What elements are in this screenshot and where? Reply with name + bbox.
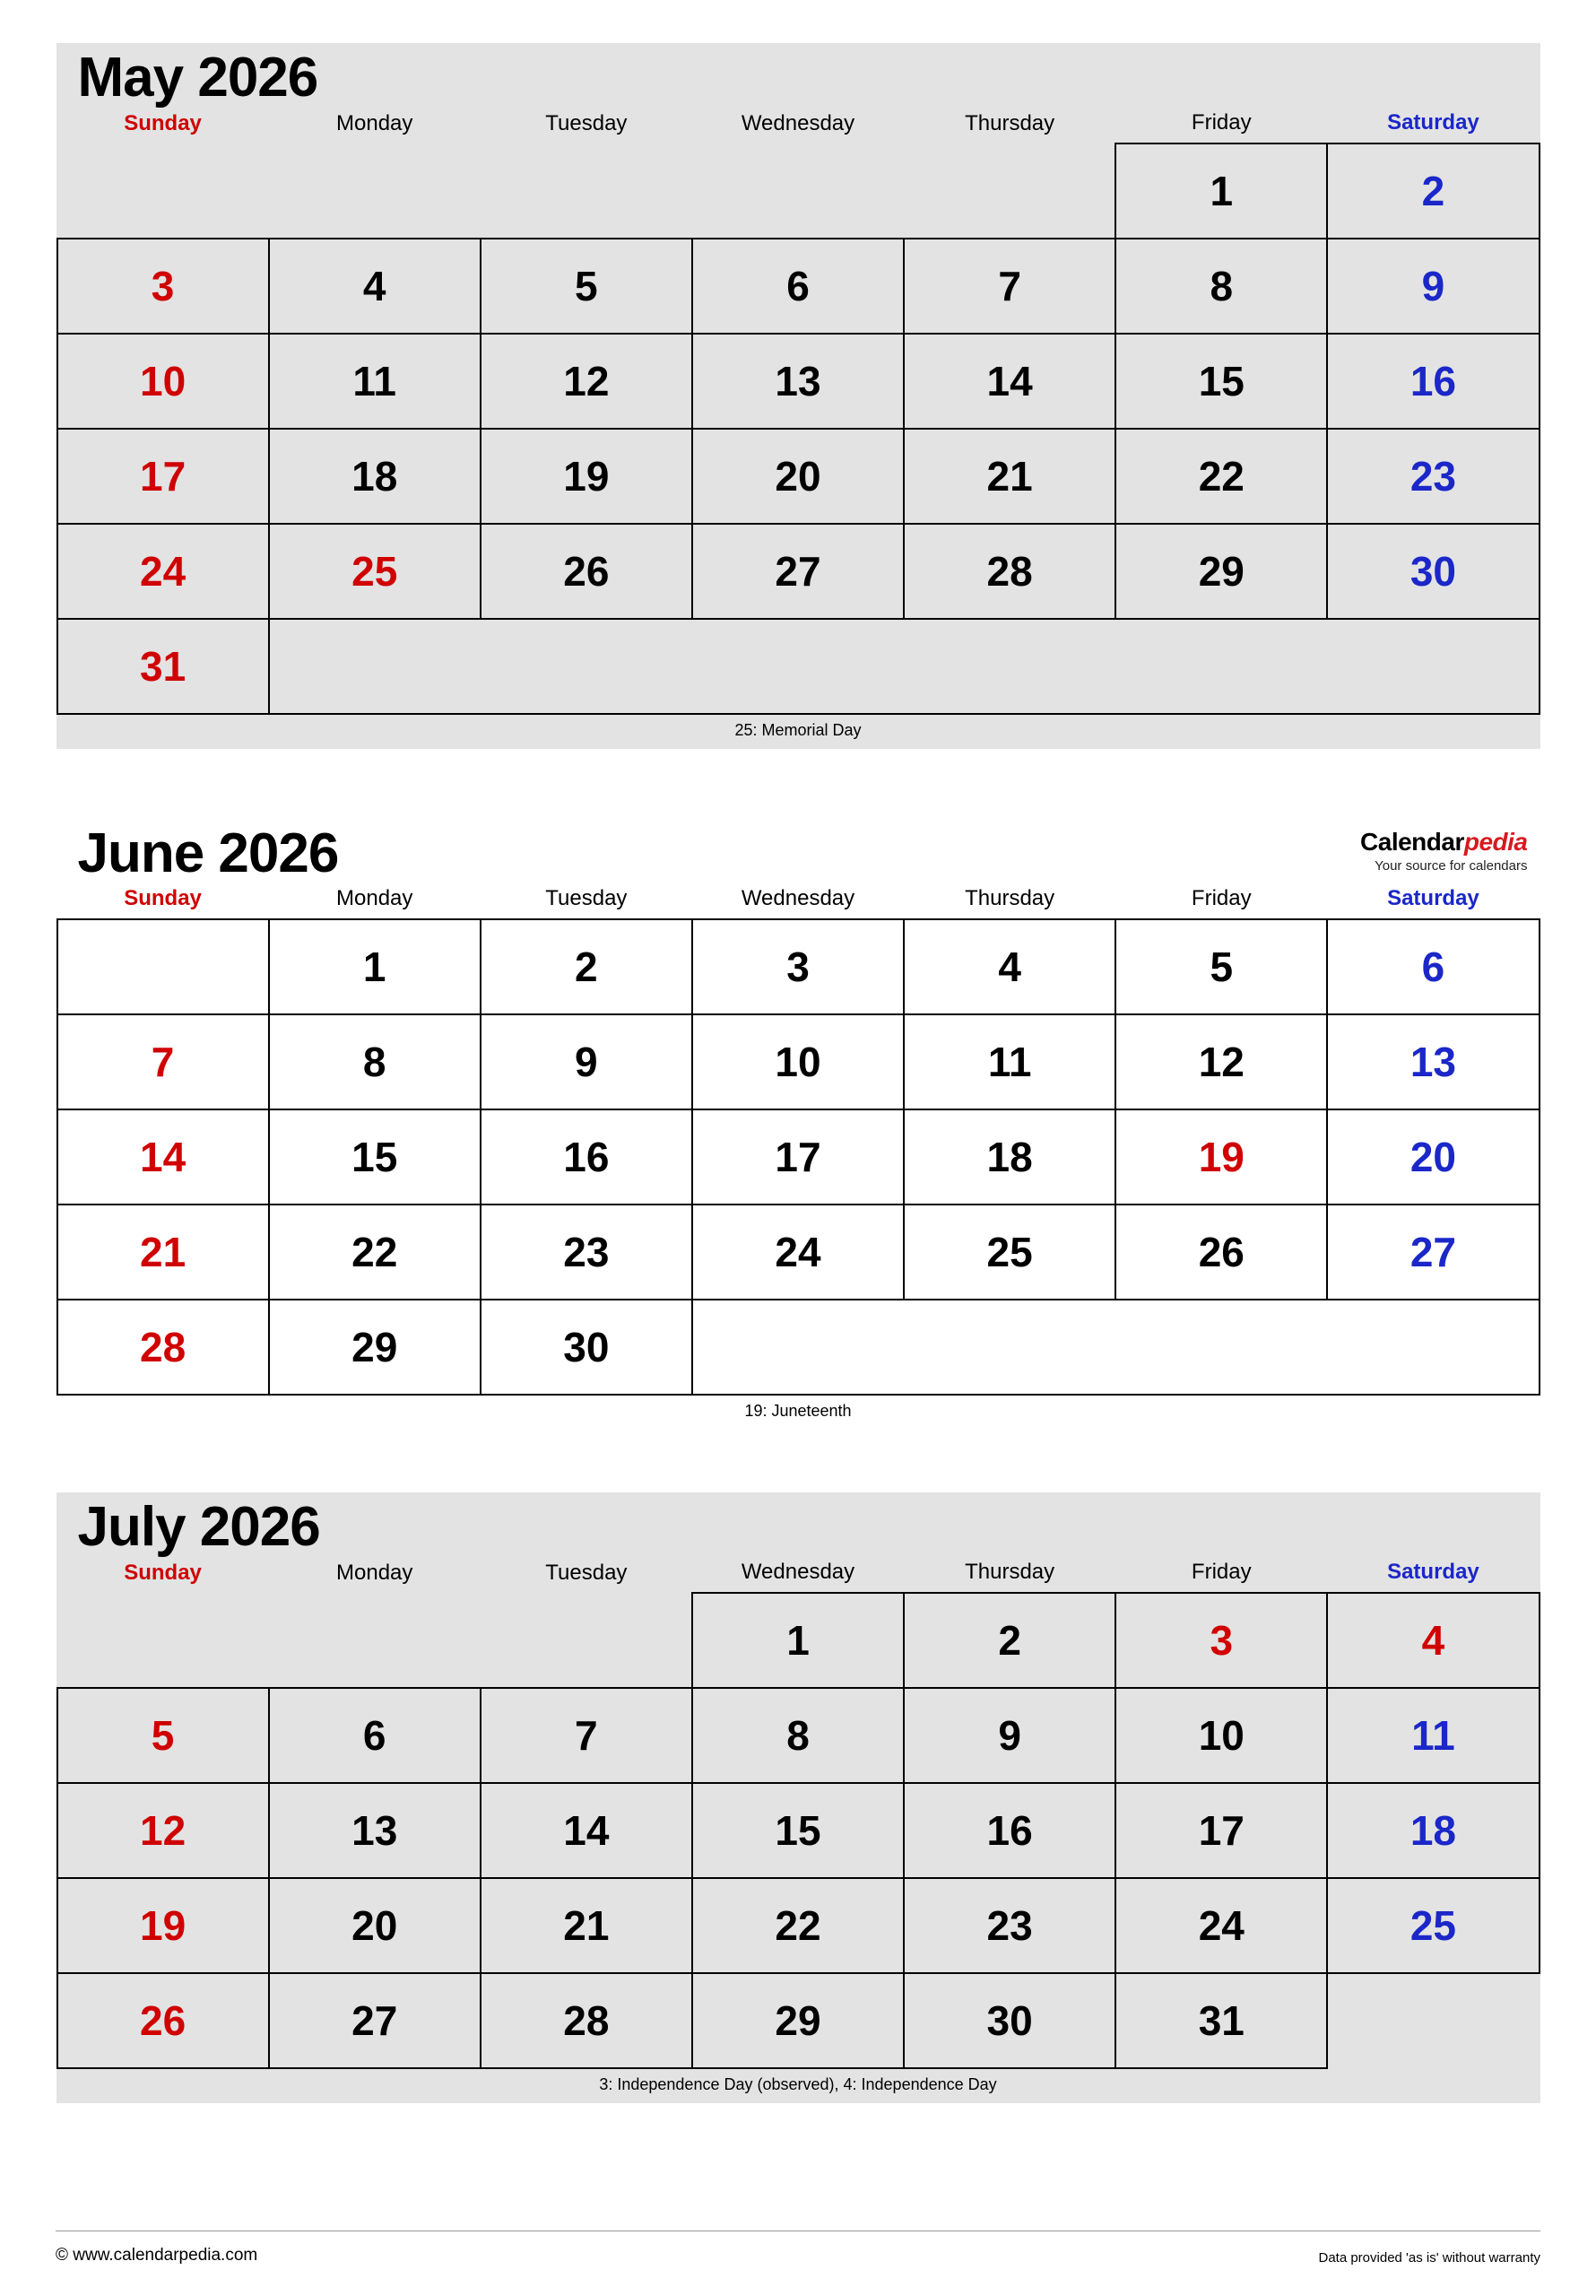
day-cell: 23 — [904, 1878, 1115, 1973]
day-cell: 21 — [481, 1878, 692, 1973]
month-block-june — [56, 819, 1540, 1430]
weekday-wednesday: Wednesday — [741, 886, 855, 911]
weekday-header-row — [57, 883, 1540, 919]
week-row — [57, 1300, 1540, 1395]
day-cell: 8 — [692, 1688, 904, 1783]
page-footer — [56, 2246, 1540, 2266]
calendar-table-june — [56, 883, 1540, 1396]
day-cell: 20 — [692, 429, 904, 524]
week-row — [57, 144, 1540, 239]
day-cell: 15 — [269, 1109, 481, 1205]
day-cell: 16 — [481, 1109, 692, 1205]
day-cell — [57, 919, 269, 1014]
day-cell-empty — [1327, 1973, 1539, 2068]
day-cell: 17 — [1115, 1783, 1327, 1878]
day-cell: 12 — [1115, 1014, 1327, 1109]
day-cell: 25 — [904, 1205, 1115, 1300]
day-cell: 14 — [904, 334, 1115, 429]
footer-disclaimer: Data provided 'as is' without warranty — [1318, 2250, 1540, 2266]
day-cell: 20 — [269, 1878, 481, 1973]
day-cell: 14 — [57, 1109, 269, 1205]
weekday-header-row — [57, 1556, 1540, 1593]
day-cell: 10 — [1115, 1688, 1327, 1783]
weekday-sunday: Sunday — [124, 110, 202, 135]
day-cell: 18 — [269, 429, 481, 524]
weekday-monday: Monday — [336, 110, 413, 135]
day-cell: 29 — [269, 1300, 481, 1395]
day-cell: 10 — [692, 1014, 904, 1109]
weekday-monday: Monday — [336, 886, 413, 911]
day-cell: 12 — [57, 1783, 269, 1878]
holiday-note-july: 3: Independence Day (observed), 4: Independence Day — [599, 2075, 997, 2094]
day-cell: 6 — [692, 239, 904, 334]
brand-tagline: Your source for calendars — [1375, 858, 1528, 874]
day-cell: 1 — [1115, 144, 1327, 239]
day-cell: 31 — [57, 619, 269, 714]
day-cell: 27 — [269, 1973, 481, 2068]
day-cell: 13 — [269, 1783, 481, 1878]
day-cell: 30 — [481, 1300, 692, 1395]
week-row — [57, 1973, 1540, 2068]
footer-copyright: © www.calendarpedia.com — [56, 2246, 258, 2265]
day-cell: 3 — [57, 239, 269, 334]
day-cell: 22 — [1115, 429, 1327, 524]
day-cell-holiday: 25 — [269, 524, 481, 619]
month-header-july — [56, 1492, 1540, 1559]
weekday-friday: Friday — [1191, 1560, 1252, 1585]
brand-name-part2: pedia — [1463, 828, 1528, 857]
day-cell: 24 — [57, 524, 269, 619]
day-cell: 17 — [57, 429, 269, 524]
day-cell: 9 — [1327, 239, 1539, 334]
month-block-july — [56, 1492, 1540, 2103]
day-cell: 24 — [1115, 1878, 1327, 1973]
week-row — [57, 1205, 1540, 1300]
day-cell: 27 — [692, 524, 904, 619]
day-cell: 10 — [57, 334, 269, 429]
month-title-june: June 2026 — [77, 822, 339, 885]
day-cell: 25 — [1327, 1878, 1539, 1973]
day-cell: 15 — [1115, 334, 1327, 429]
weekday-sunday: Sunday — [124, 1560, 202, 1585]
weekday-friday: Friday — [1191, 886, 1252, 911]
day-cell: 26 — [57, 1973, 269, 2068]
day-cell: 2 — [481, 919, 692, 1014]
weekday-monday: Monday — [336, 1560, 413, 1585]
day-cell: 23 — [481, 1205, 692, 1300]
day-cell: 20 — [1327, 1109, 1539, 1205]
day-cell: 31 — [1115, 1973, 1327, 2068]
month-title-july: July 2026 — [77, 1496, 320, 1559]
week-row — [57, 1783, 1540, 1878]
day-cell: 29 — [692, 1973, 904, 2068]
day-cell — [904, 144, 1115, 239]
week-row — [57, 919, 1540, 1014]
day-cell: 14 — [481, 1783, 692, 1878]
week-row — [57, 1593, 1540, 1688]
weekday-saturday: Saturday — [1387, 886, 1479, 911]
day-cell: 4 — [904, 919, 1115, 1014]
weekday-header-row — [57, 107, 1540, 144]
day-cell: 13 — [1327, 1014, 1539, 1109]
day-cell: 5 — [1115, 919, 1327, 1014]
day-cell: 7 — [904, 239, 1115, 334]
day-cell: 9 — [904, 1688, 1115, 1783]
day-cell: 16 — [904, 1783, 1115, 1878]
day-cell: 11 — [904, 1014, 1115, 1109]
day-cell: 28 — [904, 524, 1115, 619]
weekday-sunday: Sunday — [124, 886, 202, 911]
day-cell: 23 — [1327, 429, 1539, 524]
day-cell: 5 — [57, 1688, 269, 1783]
day-cell-holiday: 3 — [1115, 1593, 1327, 1688]
month-block-may — [56, 43, 1540, 749]
day-cell: 2 — [1327, 144, 1539, 239]
day-cell: 15 — [692, 1783, 904, 1878]
month-title-may: May 2026 — [77, 47, 318, 109]
day-cell: 18 — [1327, 1783, 1539, 1878]
weekday-thursday: Thursday — [965, 1560, 1055, 1585]
weekday-thursday: Thursday — [965, 886, 1055, 911]
month-header-june — [56, 819, 1540, 883]
day-cell: 30 — [1327, 524, 1539, 619]
weekday-saturday: Saturday — [1387, 110, 1479, 135]
day-cell: 8 — [1115, 239, 1327, 334]
day-cell: 12 — [481, 334, 692, 429]
week-row — [57, 239, 1540, 334]
day-cell: 6 — [1327, 919, 1539, 1014]
week-row — [57, 1688, 1540, 1783]
day-cell: 7 — [57, 1014, 269, 1109]
weekday-saturday: Saturday — [1387, 1560, 1479, 1585]
day-cell — [269, 144, 481, 239]
weekday-tuesday: Tuesday — [545, 110, 628, 135]
week-row — [57, 334, 1540, 429]
day-cell: 28 — [481, 1973, 692, 2068]
holiday-note-june: 19: Juneteenth — [744, 1402, 852, 1421]
day-cell: 27 — [1327, 1205, 1539, 1300]
day-cell: 22 — [269, 1205, 481, 1300]
day-cell: 19 — [481, 429, 692, 524]
day-cell: 7 — [481, 1688, 692, 1783]
day-cell: 21 — [904, 429, 1115, 524]
day-cell: 26 — [1115, 1205, 1327, 1300]
day-cell: 1 — [692, 1593, 904, 1688]
brand-logo — [1360, 828, 1527, 883]
day-cell: 11 — [269, 334, 481, 429]
day-cell: 24 — [692, 1205, 904, 1300]
calendar-table-may — [56, 107, 1540, 715]
week-row — [57, 1014, 1540, 1109]
day-cell: 17 — [692, 1109, 904, 1205]
weekday-tuesday: Tuesday — [545, 1560, 628, 1585]
holiday-note-may: 25: Memorial Day — [734, 721, 862, 740]
week-row — [57, 429, 1540, 524]
weekday-tuesday: Tuesday — [545, 886, 628, 911]
weekday-wednesday: Wednesday — [741, 110, 855, 135]
day-cell: 3 — [692, 919, 904, 1014]
day-cell — [481, 144, 692, 239]
day-cell — [692, 144, 904, 239]
day-cell: 26 — [481, 524, 692, 619]
day-cell: 29 — [1115, 524, 1327, 619]
day-cell: 21 — [57, 1205, 269, 1300]
day-cell-filler — [269, 619, 1540, 714]
day-cell-filler — [692, 1300, 1540, 1395]
weekday-thursday: Thursday — [965, 110, 1055, 135]
day-cell-holiday: 19 — [1115, 1109, 1327, 1205]
month-header-may — [56, 43, 1540, 107]
day-cell: 22 — [692, 1878, 904, 1973]
week-row — [57, 1878, 1540, 1973]
day-cell-empty — [57, 1593, 692, 1688]
weekday-friday: Friday — [1191, 110, 1252, 135]
calendar-table-july — [56, 1556, 1540, 2069]
day-cell: 6 — [269, 1688, 481, 1783]
day-cell: 4 — [269, 239, 481, 334]
day-cell: 9 — [481, 1014, 692, 1109]
week-row — [57, 619, 1540, 714]
spacer — [56, 749, 1540, 819]
week-row — [57, 524, 1540, 619]
day-cell: 11 — [1327, 1688, 1539, 1783]
day-cell — [57, 144, 269, 239]
day-cell: 1 — [269, 919, 481, 1014]
day-cell: 19 — [57, 1878, 269, 1973]
week-row — [57, 1109, 1540, 1205]
day-cell: 30 — [904, 1973, 1115, 2068]
brand-name — [1360, 828, 1527, 857]
brand-name-part1: Calendar — [1360, 828, 1464, 857]
day-cell-holiday: 4 — [1327, 1593, 1539, 1688]
day-cell: 8 — [269, 1014, 481, 1109]
day-cell: 16 — [1327, 334, 1539, 429]
day-cell: 18 — [904, 1109, 1115, 1205]
day-cell: 2 — [904, 1593, 1115, 1688]
day-cell: 13 — [692, 334, 904, 429]
day-cell: 5 — [481, 239, 692, 334]
weekday-wednesday: Wednesday — [741, 1560, 855, 1585]
spacer — [56, 1430, 1540, 1492]
day-cell: 28 — [57, 1300, 269, 1395]
